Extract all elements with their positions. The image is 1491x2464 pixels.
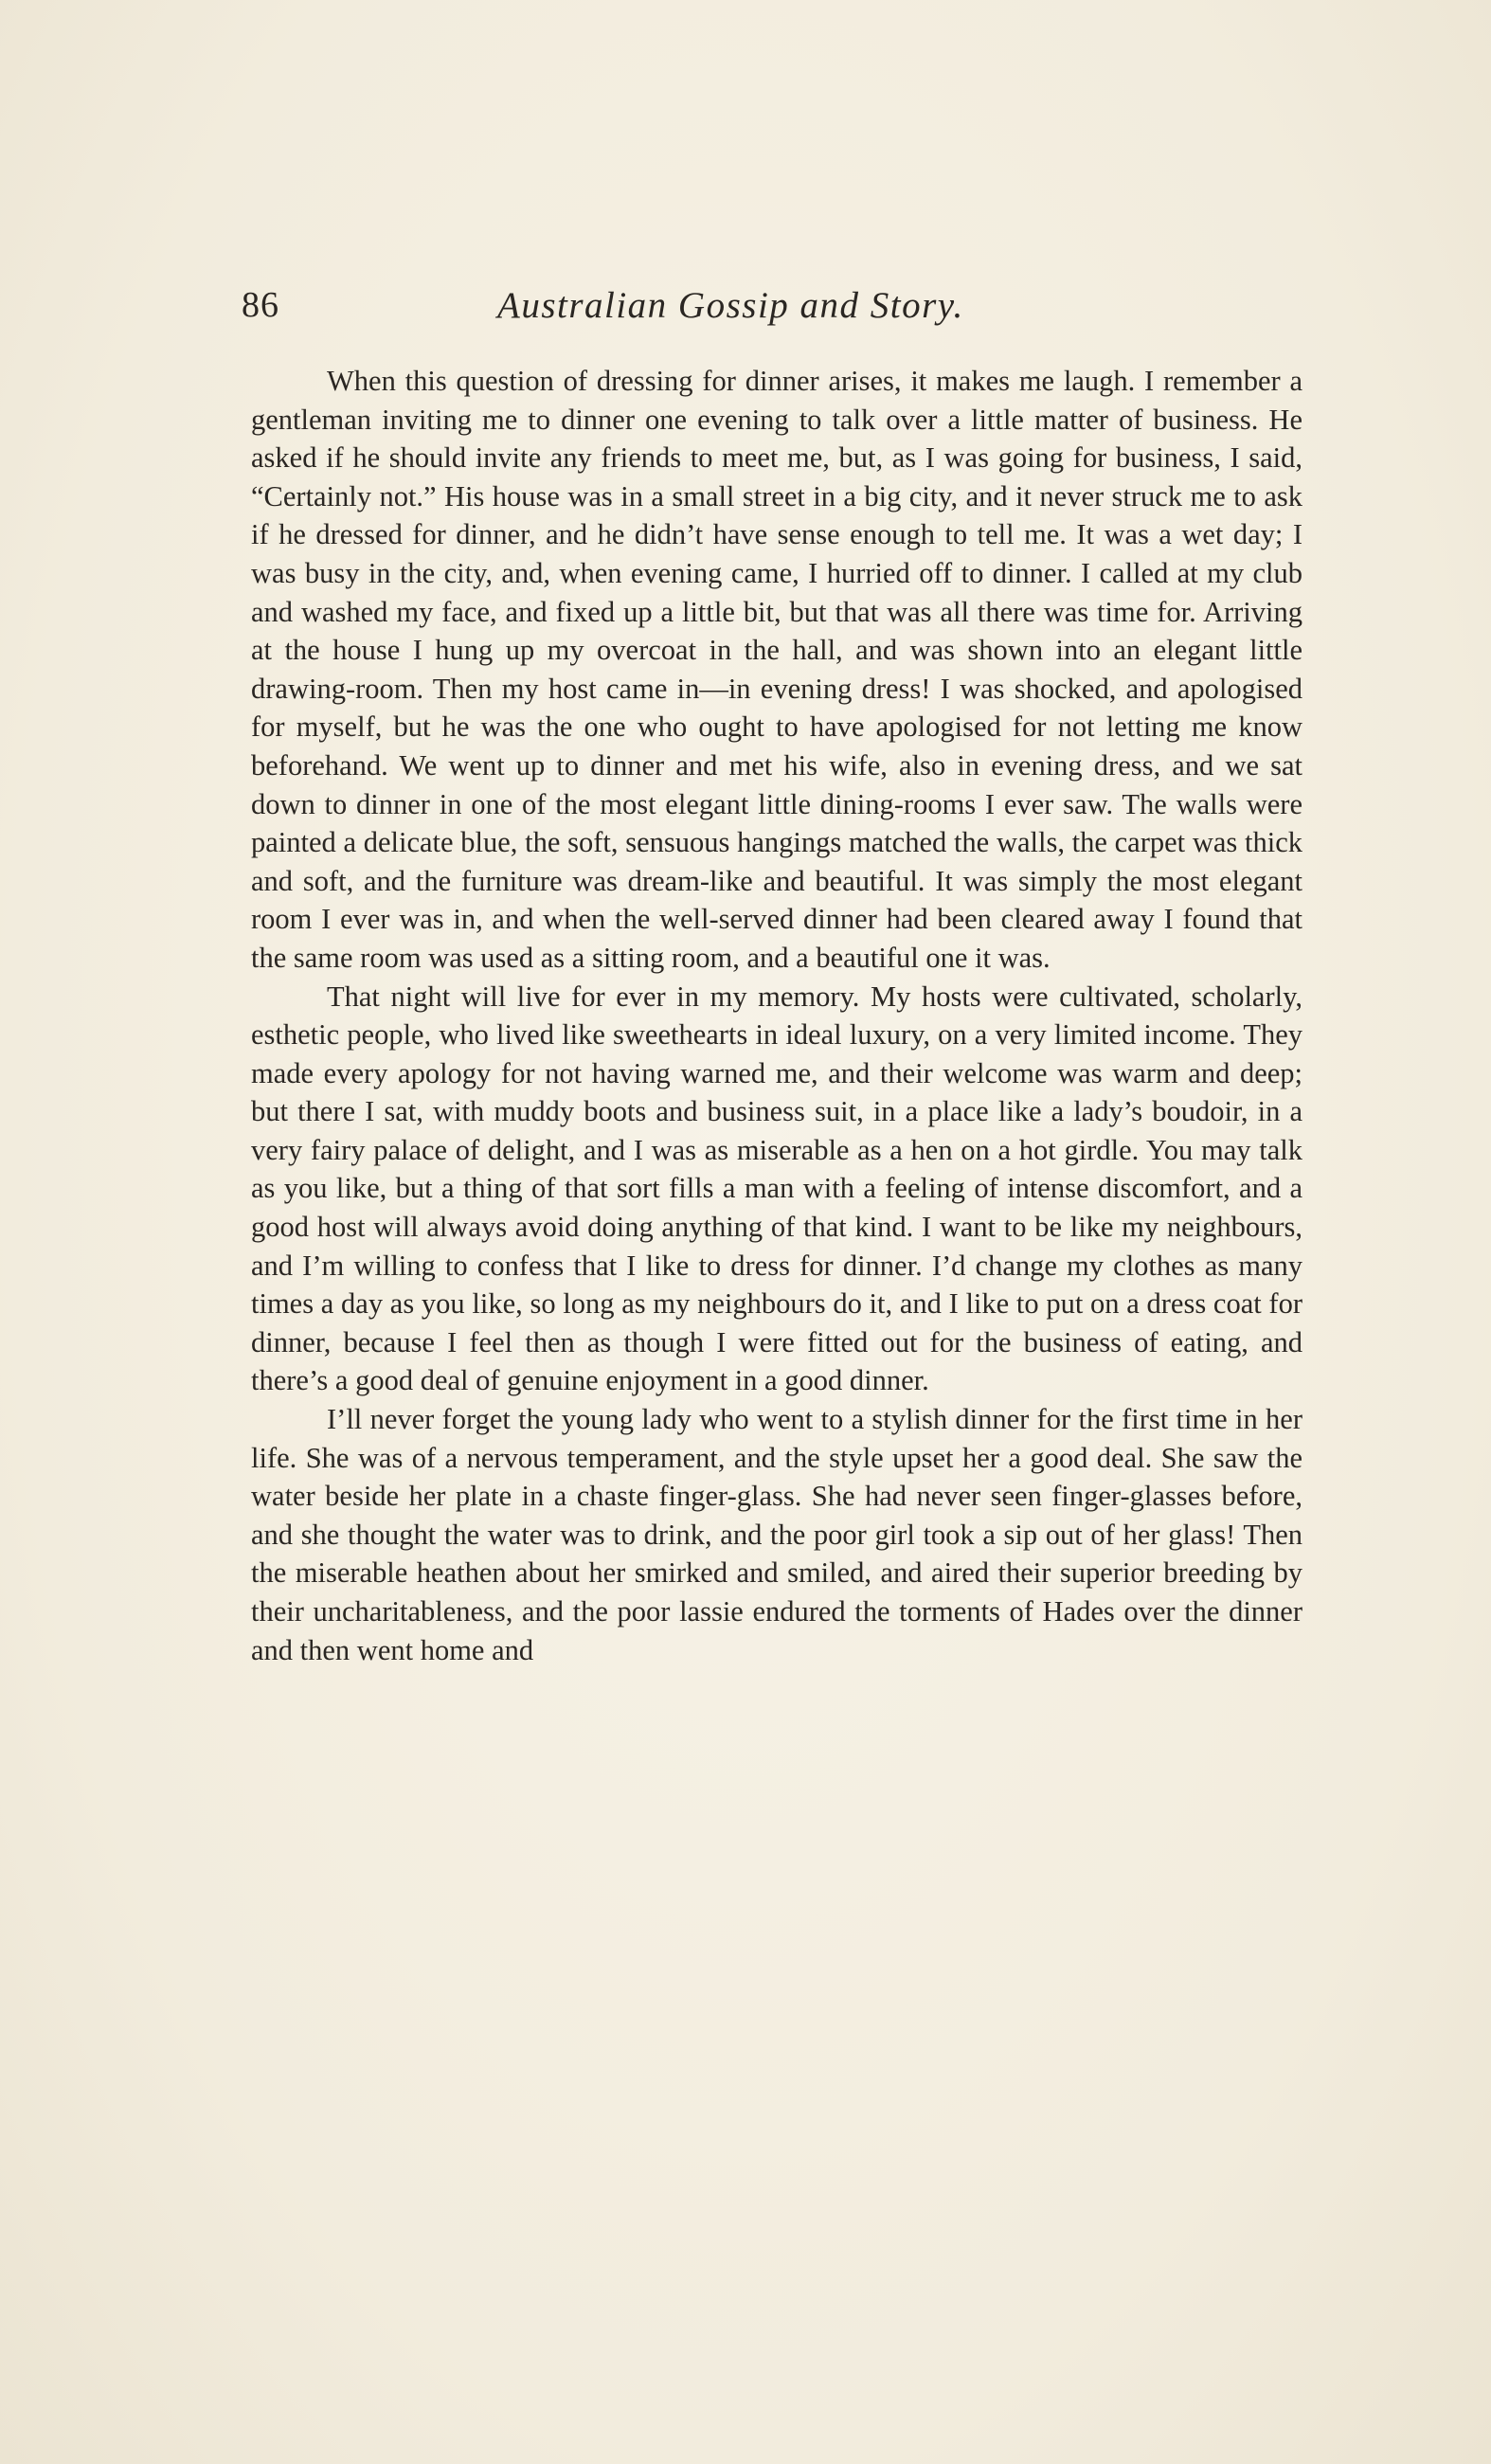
running-title: Australian Gossip and Story.: [497, 285, 964, 326]
page-header: [242, 284, 1302, 341]
paragraph-2: That night will live for ever in my memory. My hosts were cultivated, scholarly, esthetic people, who lived like sweethearts in ideal luxury, on a very limited income. They made every apology for not having warned me, and their welcome was warm and deep; but there I sat, with muddy boots and business suit, in a place like a lady’s boudoir, in a very fairy palace of delight, and I was as miserable as a hen on a hot girdle. You may talk as you like, but a thing of that sort fills a man with a feeling of intense discomfort, and a good host will always avoid doing anything of that kind. I want to be like my neighbours, and I’m willing to confess that I like to dress for dinner. I’d change my clothes as many times a day as you like, so long as my neighbours do it, and I like to put on a dress coat for dinner, because I feel then as though I were fitted out for the business of eating, and there’s a good deal of genuine enjoyment in a good dinner.: [251, 980, 1302, 1397]
body-text: [251, 362, 1302, 1669]
paragraph-3: I’ll never forget the young lady who went to a stylish dinner for the first time in her life. She was of a nervous temperament, and the style upset her a good deal. She saw the water beside her plate in a chaste finger-glass. She had never seen finger-glasses before, and she thought the water was to drink, and the poor girl took a sip out of her glass! Then the miserable heathen about her smirked and smiled, and aired their superior breeding by their uncharitableness, and the poor lassie endured the torments of Hades over the dinner and then went home and: [251, 1403, 1302, 1666]
paragraph-1: When this question of dressing for dinner arises, it makes me laugh. I remember a gentleman inviting me to dinner one evening to talk over a little matter of business. He asked if he should invite any friends to meet me, but, as I was going for business, I said, “Certainly not.” His house was in a small street in a big city, and it never struck me to ask if he dressed for dinner, and he didn’t have sense enough to tell me. It was a wet day; I was busy in the city, and, when evening came, I hurried off to dinner. I called at my club and washed my face, and fixed up a little bit, but that was all there was time for. Arriving at the house I hung up my overcoat in the hall, and was shown into an elegant little drawing-room. Then my host came in—in evening dress! I was shocked, and apologised for myself, but he was the one who ought to have apologised for not letting me know beforehand. We went up to dinner and met his wife, also in evening dress, and we sat down to dinner in one of the most elegant little dining-rooms I ever saw. The walls were painted a delicate blue, the soft, sensuous hangings matched the walls, the carpet was thick and soft, and the furniture was dream-like and beautiful. It was simply the most elegant room I ever was in, and when the well-served dinner had been cleared away I found that the same room was used as a sitting room, and a beautiful one it was.: [251, 365, 1302, 974]
page-number: 86: [242, 285, 279, 325]
